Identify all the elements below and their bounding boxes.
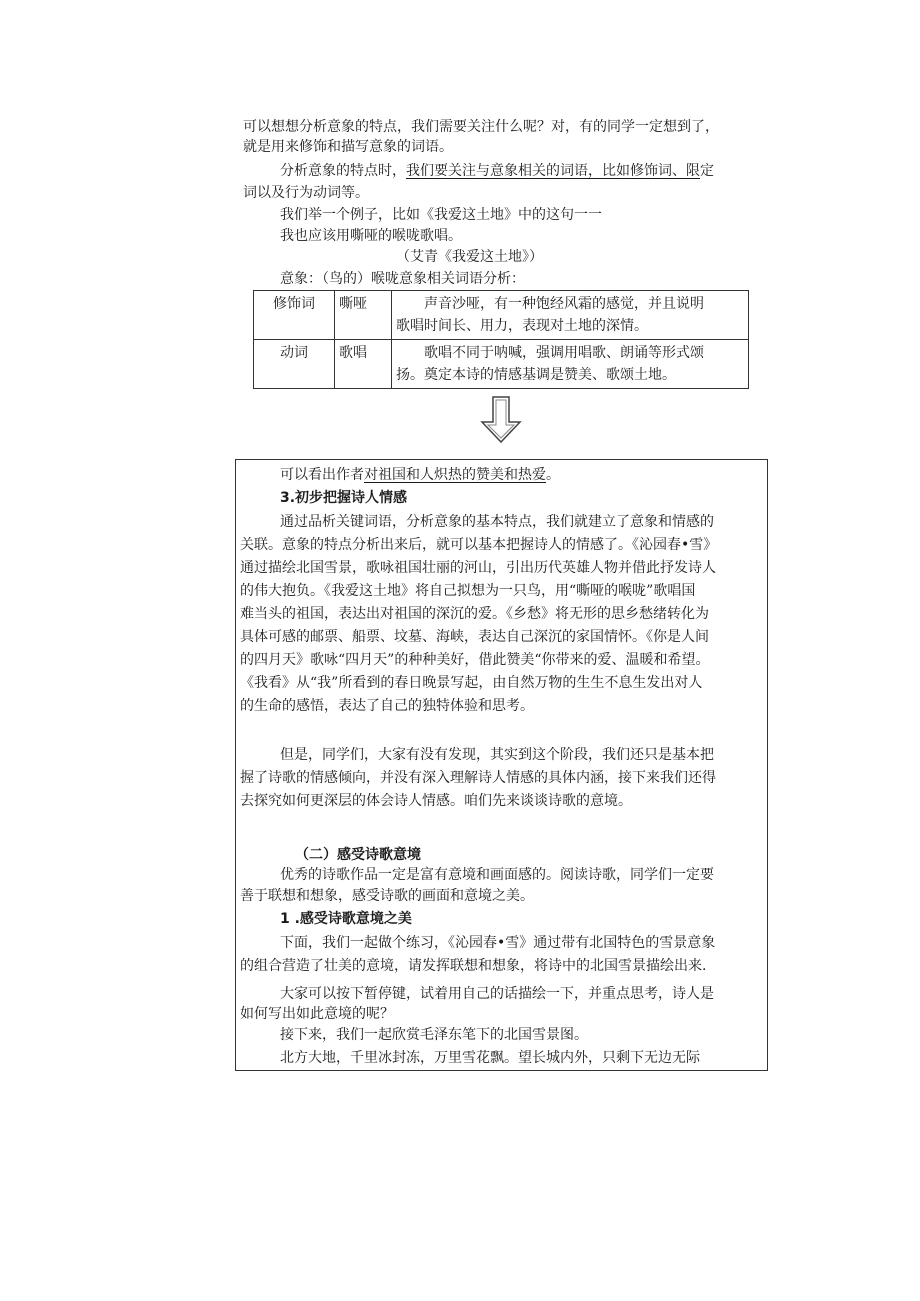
paragraph-line: 善于联想和想象，感受诗歌的画面和意境之美。 (240, 888, 534, 904)
box-line-1-tail: 。 (546, 467, 560, 483)
intro-line-5: 我们举一个例子，比如《我爱这土地》中的这句一一 (280, 207, 602, 223)
table-cell-word: 嘶哑 (335, 291, 392, 340)
subsection-heading-1: 1 .感受诗歌意境之美 (280, 911, 412, 927)
section-heading-3: 3.初步把握诗人情感 (280, 490, 408, 506)
paragraph-line: 的生命的感悟，表达了自己的独特体验和思考。 (240, 698, 534, 714)
intro-line-3 (280, 161, 714, 181)
table-cell-desc (392, 340, 749, 389)
paragraph-line: 去探究如何更深层的体会诗人情感。咱们先来谈谈诗歌的意境。 (240, 793, 632, 809)
paragraph-line: 《我看》从“我”所看到的春日晚景写起，由自然万物的生生不息生发出对人 (240, 675, 703, 691)
intro-line-3-underlined: 我们要关注与意象相关的词语，比如修饰词、限 (406, 163, 700, 179)
paragraph-line: 优秀的诗歌作品一定是富有意境和画面感的。阅读诗歌，同学们一定要 (280, 867, 714, 883)
paragraph-line: 具体可感的邮票、船票、坟墓、海峡，表达自己深沉的家国情怀。《你是人间 (240, 629, 709, 645)
paragraph-line: 握了诗歌的情感倾向，并没有深入理解诗人情感的具体内涵，接下来我们还得 (240, 770, 716, 786)
imagery-analysis-table (253, 290, 749, 389)
table-cell-type: 修饰词 (254, 291, 335, 340)
table-cell-type: 动词 (254, 340, 335, 389)
paragraph-line: 的伟大抱负。《我爱这土地》将自己拟想为一只鸟，用“嘶哑的喉咙”歌唱国 (240, 583, 696, 599)
table-row (254, 340, 749, 389)
box-line-1-lead: 可以看出作者 (280, 467, 364, 483)
paragraph-line: 的四月天》歌咏“四月天”的种种美好，借此赞美“你带来的爱、温暖和希望。 (240, 652, 710, 668)
table-cell-word: 歌唱 (335, 340, 392, 389)
poem-source: （艾青《我爱这土地》） (396, 249, 543, 265)
poem-quote: 我也应该用嘶哑的喉咙歌唱。 (280, 228, 462, 244)
intro-line-3-lead: 分析意象的特点时， (280, 163, 406, 179)
down-arrow-icon (480, 396, 522, 444)
intro-line-4: 词以及行为动词等。 (243, 185, 369, 201)
table-cell-desc (392, 291, 749, 340)
intro-line-8: 意象：（鸟的）喉咙意象相关词语分析： (280, 271, 525, 287)
intro-line-3-tail: 定 (700, 163, 714, 179)
paragraph-line: 通过描绘北国雪景，歌咏祖国壮丽的河山，引出历代英雄人物并借此抒发诗人 (240, 560, 716, 576)
paragraph-line: 大家可以按下暂停键，试着用自己的话描绘一下，并重点思考，诗人是 (280, 986, 714, 1002)
table-desc-line: 歌唱时间长、用力，表现对土地的深情。 (396, 318, 648, 334)
table-row (254, 291, 749, 340)
paragraph-line: 难当头的祖国，表达出对祖国的深沉的爱。《乡愁》将无形的思乡愁绪转化为 (240, 606, 709, 622)
paragraph-line: 的组合营造了壮美的意境，请发挥联想和想象，将诗中的北国雪景描绘出来. (240, 958, 707, 974)
intro-line-2: 就是用来修饰和描写意象的词语。 (243, 139, 453, 155)
paragraph-line: 关联。意象的特点分析出来后，就可以基本把握诗人的情感了。《沁园春•雪》 (240, 537, 718, 553)
paragraph-line: 通过品析关键词语，分析意象的基本特点，我们就建立了意象和情感的 (280, 514, 714, 530)
paragraph-line: 如何写出如此意境的呢？ (240, 1006, 394, 1022)
section-heading-2: （二）感受诗歌意境 (295, 847, 421, 863)
paragraph-line: 接下来，我们一起欣赏毛泽东笔下的北国雪景图。 (280, 1027, 588, 1043)
table-desc-line: 扬。奠定本诗的情感基调是赞美、歌颂土地。 (396, 367, 676, 383)
intro-line-1: 可以想想分析意象的特点，我们需要关注什么呢？对，有的同学一定想到了， (243, 119, 719, 135)
paragraph-line: 北方大地，千里冰封冻，万里雪花飘。望长城内外，只剩下无边无际 (280, 1050, 700, 1066)
paragraph-line: 但是，同学们，大家有没有发现，其实到这个阶段，我们还只是基本把 (280, 747, 714, 763)
box-line-1-underlined: 对祖国和人炽热的赞美和热爱 (364, 467, 546, 483)
table-desc-line: 歌唱不同于呐喊，强调用唱歌、朗诵等形式颂 (424, 345, 704, 361)
paragraph-line: 下面，我们一起做个练习，《沁园春•雪》通过带有北国特色的雪景意象 (280, 935, 716, 951)
table-desc-line: 声音沙哑，有一种饱经风霜的感觉，并且说明 (424, 296, 704, 312)
box-line-1 (280, 465, 560, 485)
